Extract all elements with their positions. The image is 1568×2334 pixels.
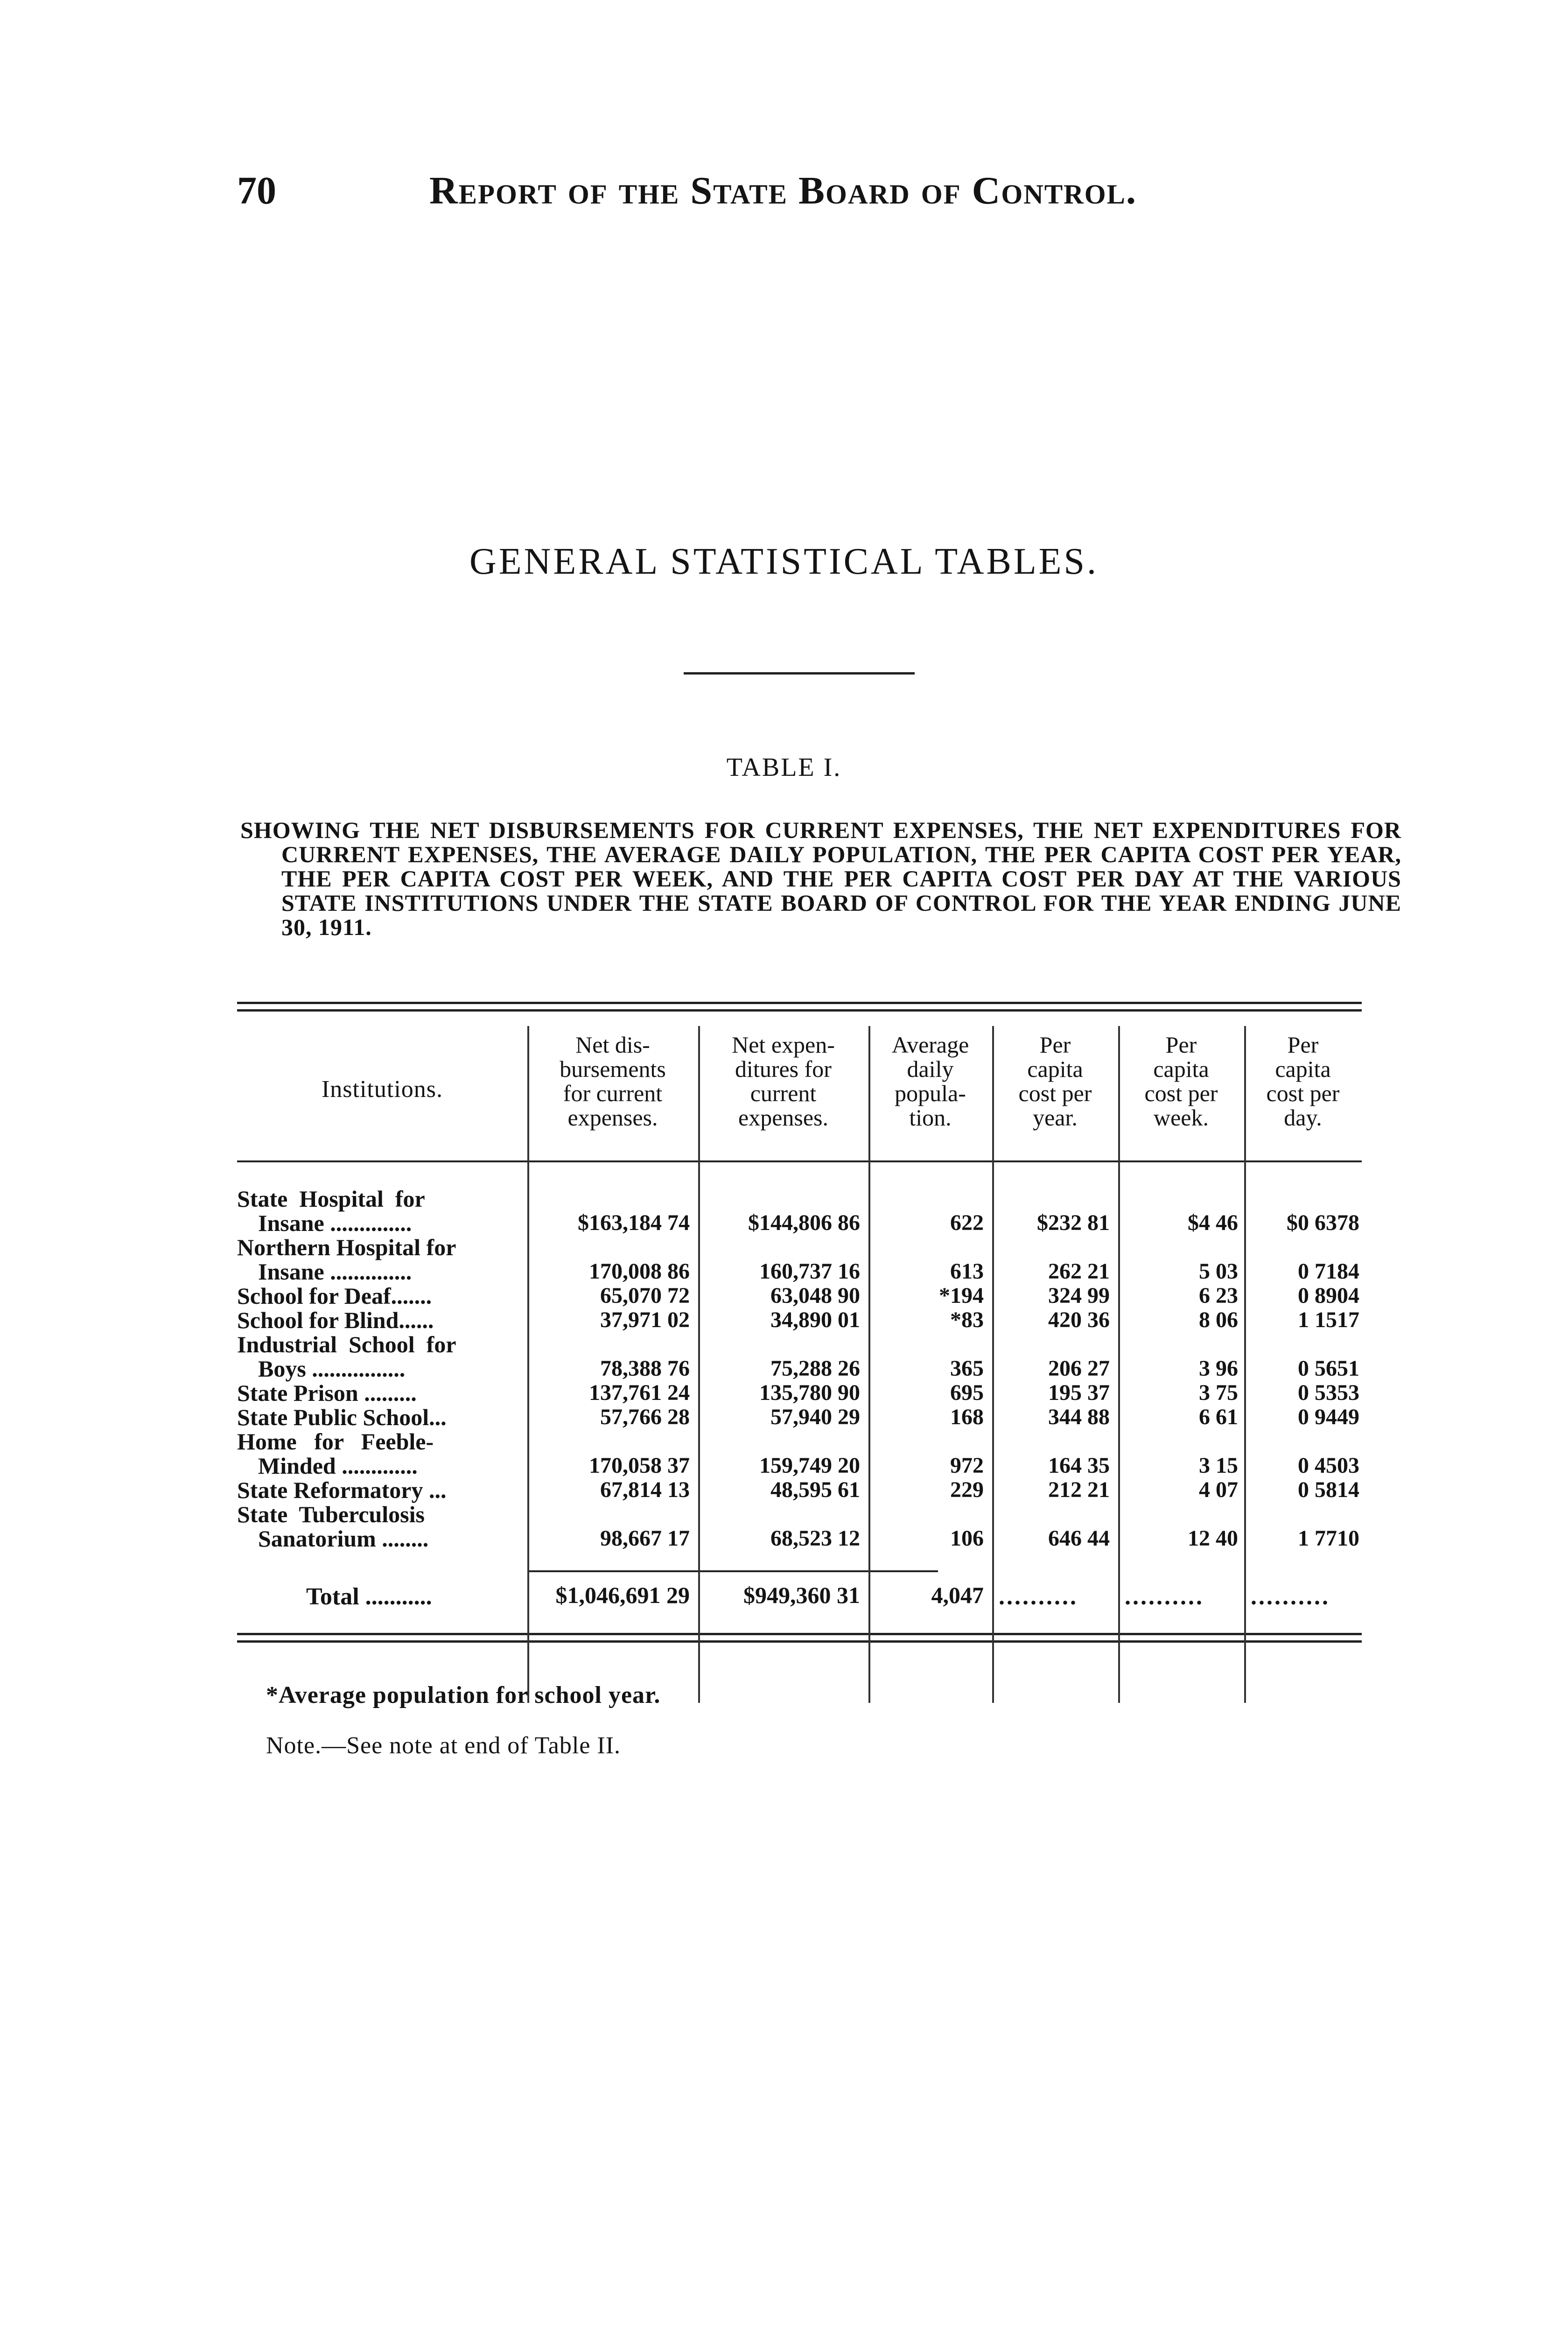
cell-cost-per-week: 6 61 — [1199, 1405, 1238, 1429]
cell-net-expenditures: 159,749 20 — [759, 1453, 860, 1478]
institution-name-line: School for Deaf....... — [237, 1283, 432, 1309]
cell-cost-per-week: 4 07 — [1199, 1477, 1238, 1502]
cell-net-disbursements: $163,184 74 — [578, 1210, 690, 1235]
cell-net-expenditures: 160,737 16 — [759, 1259, 860, 1284]
total-average-population: 4,047 — [931, 1582, 984, 1608]
institution-name-line: State Public School... — [237, 1404, 447, 1430]
bottom-rule — [237, 1640, 1362, 1643]
row-institution — [237, 1478, 527, 1502]
running-head — [0, 168, 1568, 219]
cell-average-population: 622 — [950, 1210, 984, 1235]
cell-cost-per-year: 164 35 — [1048, 1453, 1110, 1478]
section-title: GENERAL STATISTICAL TABLES. — [469, 541, 1099, 582]
cell-cost-per-day: 0 9449 — [1298, 1405, 1359, 1429]
cell-net-disbursements: 170,008 86 — [589, 1259, 690, 1284]
cell-net-expenditures: 63,048 90 — [770, 1283, 860, 1308]
cell-cost-per-day: 0 5651 — [1298, 1356, 1359, 1381]
cell-net-disbursements: 57,766 28 — [600, 1405, 690, 1429]
row-institution — [237, 1381, 527, 1405]
bottom-rule — [237, 1633, 1362, 1635]
top-rule — [237, 1009, 1362, 1012]
row-institution — [237, 1187, 527, 1235]
institution-name-line: Home for Feeble- — [237, 1428, 434, 1455]
row-institution — [237, 1502, 527, 1551]
institution-name-line: State Tuberculosis — [237, 1501, 425, 1527]
cell-average-population: 613 — [950, 1259, 984, 1284]
column-divider — [527, 1026, 529, 1703]
cell-average-population: *83 — [950, 1308, 984, 1332]
cell-net-disbursements: 37,971 02 — [600, 1308, 690, 1332]
row-institution — [237, 1235, 527, 1284]
institution-name-line: Minded ............. — [258, 1453, 418, 1479]
total-leader-dots: .......... — [999, 1583, 1078, 1610]
cell-cost-per-week: $4 46 — [1188, 1210, 1238, 1235]
subtotal-rule — [527, 1570, 938, 1572]
institution-name-line: School for Blind...... — [237, 1307, 434, 1333]
cell-net-disbursements: 137,761 24 — [589, 1380, 690, 1405]
cell-cost-per-week: 3 96 — [1199, 1356, 1238, 1381]
cell-cost-per-day: 1 7710 — [1298, 1526, 1359, 1551]
cell-average-population: 168 — [950, 1405, 984, 1429]
cell-cost-per-week: 6 23 — [1199, 1283, 1238, 1308]
row-institution — [237, 1284, 527, 1308]
cell-average-population: 695 — [950, 1380, 984, 1405]
header-net-expenditures: Net expen- ditures for current expenses. — [732, 1032, 835, 1131]
cell-net-expenditures: 75,288 26 — [770, 1356, 860, 1381]
cell-average-population: 972 — [950, 1453, 984, 1478]
header-average-population: Average daily popula- tion. — [891, 1032, 969, 1131]
row-institution — [237, 1332, 527, 1381]
cell-net-expenditures: $144,806 86 — [748, 1210, 860, 1235]
column-divider — [1118, 1026, 1120, 1703]
table-note: Note.—See note at end of Table II. — [266, 1732, 621, 1759]
total-leader-dots: .......... — [1251, 1583, 1330, 1610]
cell-cost-per-week: 3 75 — [1199, 1380, 1238, 1405]
cell-cost-per-day: 0 5353 — [1298, 1380, 1359, 1405]
cell-net-disbursements: 67,814 13 — [600, 1477, 690, 1502]
cell-cost-per-day: 0 7184 — [1298, 1259, 1359, 1284]
cell-net-disbursements: 78,388 76 — [600, 1356, 690, 1381]
cell-cost-per-day: 1 1517 — [1298, 1308, 1359, 1332]
cell-cost-per-day: 0 8904 — [1298, 1283, 1359, 1308]
cell-cost-per-week: 12 40 — [1188, 1526, 1238, 1551]
footnote: *Average population for school year. — [266, 1682, 661, 1708]
cell-cost-per-week: 3 15 — [1199, 1453, 1238, 1478]
cell-average-population: 365 — [950, 1356, 984, 1381]
header-net-disbursements: Net dis- bursements for current expenses. — [560, 1032, 666, 1131]
cell-cost-per-year: 195 37 — [1048, 1380, 1110, 1405]
cell-cost-per-year: 212 21 — [1048, 1477, 1110, 1502]
cell-cost-per-year: 344 88 — [1048, 1405, 1110, 1429]
cell-cost-per-day: $0 6378 — [1287, 1210, 1359, 1235]
cell-cost-per-year: 420 36 — [1048, 1308, 1110, 1332]
header-cost-per-week: Per capita cost per week. — [1144, 1032, 1218, 1131]
header-rule — [237, 1160, 1362, 1162]
cell-net-expenditures: 57,940 29 — [770, 1405, 860, 1429]
page-number: 70 — [237, 169, 276, 212]
cell-net-disbursements: 65,070 72 — [600, 1283, 690, 1308]
cell-cost-per-year: 206 27 — [1048, 1356, 1110, 1381]
total-leader-dots: .......... — [1125, 1583, 1204, 1610]
row-institution — [237, 1308, 527, 1332]
institution-name-line: Northern Hospital for — [237, 1234, 456, 1260]
title-rule — [684, 672, 915, 675]
header-cost-per-day: Per capita cost per day. — [1266, 1032, 1340, 1131]
institution-name-line: State Hospital for — [237, 1186, 425, 1212]
header-institutions: Institutions. — [321, 1076, 443, 1103]
cell-net-expenditures: 34,890 01 — [770, 1308, 860, 1332]
row-institution — [237, 1429, 527, 1478]
cell-cost-per-week: 8 06 — [1199, 1308, 1238, 1332]
column-divider — [992, 1026, 994, 1703]
cell-net-expenditures: 68,523 12 — [770, 1526, 860, 1551]
column-divider — [698, 1026, 700, 1703]
total-label: Total ........... — [306, 1583, 432, 1610]
total-net-disbursements: $1,046,691 29 — [555, 1582, 690, 1608]
cell-net-disbursements: 98,667 17 — [600, 1526, 690, 1551]
row-institution — [237, 1405, 527, 1429]
column-divider — [1244, 1026, 1246, 1703]
cell-cost-per-year: $232 81 — [1037, 1210, 1110, 1235]
cell-cost-per-day: 0 4503 — [1298, 1453, 1359, 1478]
institution-name-line: State Reformatory ... — [237, 1477, 447, 1503]
cell-net-expenditures: 48,595 61 — [770, 1477, 860, 1502]
institution-name-line: Insane .............. — [258, 1258, 412, 1285]
running-title: Report of the State Board of Control. — [429, 169, 1137, 212]
institution-name-line: Industrial School for — [237, 1331, 456, 1357]
cell-average-population: 229 — [950, 1477, 984, 1502]
top-rule — [237, 1002, 1362, 1004]
institution-name-line: Boys ................ — [258, 1356, 406, 1382]
cell-average-population: 106 — [950, 1526, 984, 1551]
statistics-table — [237, 1002, 1362, 1653]
cell-cost-per-year: 646 44 — [1048, 1526, 1110, 1551]
total-net-expenditures: $949,360 31 — [743, 1582, 860, 1608]
table-caption: SHOWING THE NET DISBURSEMENTS FOR CURRENT EXPENSES, THE NET EXPENDITURES FOR CURRENT EXPENSES, THE AVERAGE DAILY POPULATION, THE PER CAPITA COST PER YEAR, THE PER CAPITA COST PER WEEK, AND THE PER CAPITA COST PER DAY AT THE VARIOUS STATE INSTITUTIONS UNDER THE STATE BOARD OF CONTROL FOR THE YEAR ENDING JUNE 30, 1911. — [240, 817, 1401, 940]
table-label: TABLE I. — [726, 753, 842, 782]
column-divider — [868, 1026, 870, 1703]
cell-net-expenditures: 135,780 90 — [759, 1380, 860, 1405]
institution-name-line: State Prison ......... — [237, 1380, 417, 1406]
cell-cost-per-year: 262 21 — [1048, 1259, 1110, 1284]
cell-average-population: *194 — [939, 1283, 984, 1308]
header-cost-per-year: Per capita cost per year. — [1018, 1032, 1092, 1131]
institution-name-line: Insane .............. — [258, 1210, 412, 1236]
cell-net-disbursements: 170,058 37 — [589, 1453, 690, 1478]
cell-cost-per-year: 324 99 — [1048, 1283, 1110, 1308]
cell-cost-per-day: 0 5814 — [1298, 1477, 1359, 1502]
cell-cost-per-week: 5 03 — [1199, 1259, 1238, 1284]
institution-name-line: Sanatorium ........ — [258, 1526, 429, 1552]
